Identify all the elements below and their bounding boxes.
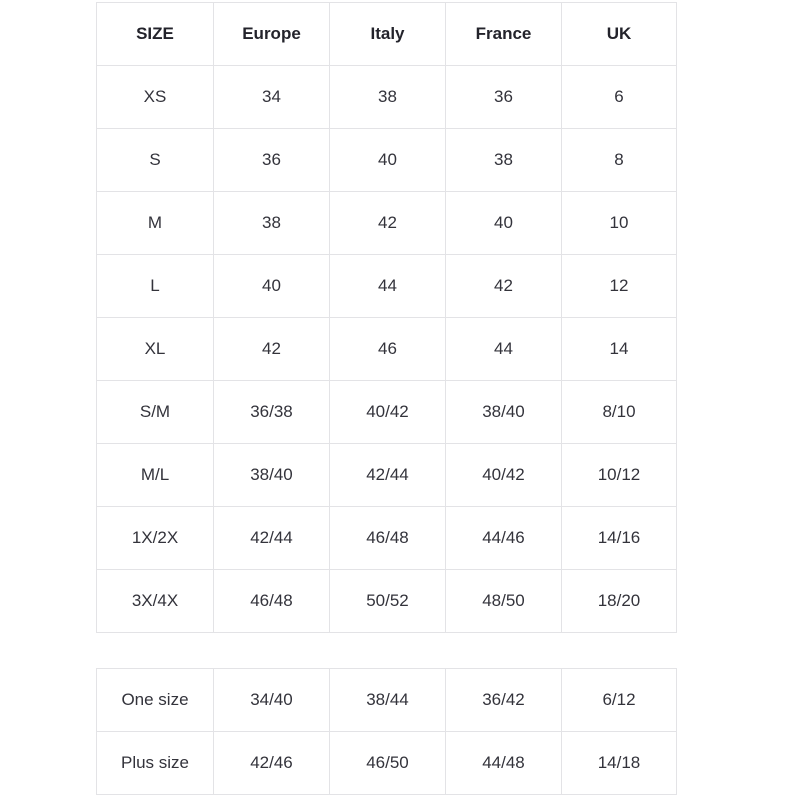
cell-europe: 42/46: [214, 732, 330, 795]
cell-uk: 10: [562, 192, 677, 255]
cell-france: 44/46: [446, 507, 562, 570]
row-label: M/L: [97, 444, 214, 507]
size-conversion-table-container: [96, 2, 676, 633]
cell-uk: 12: [562, 255, 677, 318]
row-label: XL: [97, 318, 214, 381]
cell-france: 42: [446, 255, 562, 318]
cell-europe: 36/38: [214, 381, 330, 444]
cell-europe: 38/40: [214, 444, 330, 507]
cell-france: 44: [446, 318, 562, 381]
table-row: [97, 255, 677, 318]
cell-france: 44/48: [446, 732, 562, 795]
table-row: [97, 570, 677, 633]
cell-italy: 42/44: [330, 444, 446, 507]
cell-italy: 40/42: [330, 381, 446, 444]
row-label: Plus size: [97, 732, 214, 795]
cell-france: 38: [446, 129, 562, 192]
table-row: [97, 129, 677, 192]
column-header-france: France: [446, 3, 562, 66]
cell-europe: 40: [214, 255, 330, 318]
table-row: [97, 507, 677, 570]
cell-uk: 6/12: [562, 669, 677, 732]
one-size-table: [96, 668, 677, 795]
cell-europe: 42/44: [214, 507, 330, 570]
cell-europe: 36: [214, 129, 330, 192]
cell-france: 40: [446, 192, 562, 255]
row-label: 1X/2X: [97, 507, 214, 570]
row-label: M: [97, 192, 214, 255]
cell-uk: 14/18: [562, 732, 677, 795]
size-conversion-table: [96, 2, 677, 633]
cell-uk: 10/12: [562, 444, 677, 507]
table-row: [97, 669, 677, 732]
cell-france: 40/42: [446, 444, 562, 507]
row-label: S: [97, 129, 214, 192]
cell-uk: 14: [562, 318, 677, 381]
table-header-row: [97, 3, 677, 66]
cell-france: 36/42: [446, 669, 562, 732]
table-row: [97, 66, 677, 129]
cell-uk: 14/16: [562, 507, 677, 570]
cell-italy: 50/52: [330, 570, 446, 633]
table-row: [97, 732, 677, 795]
cell-italy: 40: [330, 129, 446, 192]
column-header-europe: Europe: [214, 3, 330, 66]
column-header-italy: Italy: [330, 3, 446, 66]
cell-italy: 46: [330, 318, 446, 381]
cell-italy: 46/50: [330, 732, 446, 795]
cell-italy: 44: [330, 255, 446, 318]
row-label: L: [97, 255, 214, 318]
cell-uk: 8: [562, 129, 677, 192]
cell-uk: 8/10: [562, 381, 677, 444]
cell-italy: 38/44: [330, 669, 446, 732]
cell-europe: 46/48: [214, 570, 330, 633]
table-row: [97, 318, 677, 381]
row-label: One size: [97, 669, 214, 732]
one-size-table-container: [96, 668, 676, 795]
table-row: [97, 381, 677, 444]
column-header-uk: UK: [562, 3, 677, 66]
cell-europe: 34/40: [214, 669, 330, 732]
cell-europe: 38: [214, 192, 330, 255]
cell-france: 38/40: [446, 381, 562, 444]
cell-europe: 42: [214, 318, 330, 381]
row-label: XS: [97, 66, 214, 129]
row-label: S/M: [97, 381, 214, 444]
column-header-size: SIZE: [97, 3, 214, 66]
table-row: [97, 444, 677, 507]
row-label: 3X/4X: [97, 570, 214, 633]
cell-france: 36: [446, 66, 562, 129]
cell-uk: 18/20: [562, 570, 677, 633]
cell-italy: 46/48: [330, 507, 446, 570]
table-row: [97, 192, 677, 255]
cell-italy: 38: [330, 66, 446, 129]
cell-europe: 34: [214, 66, 330, 129]
cell-uk: 6: [562, 66, 677, 129]
cell-italy: 42: [330, 192, 446, 255]
cell-france: 48/50: [446, 570, 562, 633]
